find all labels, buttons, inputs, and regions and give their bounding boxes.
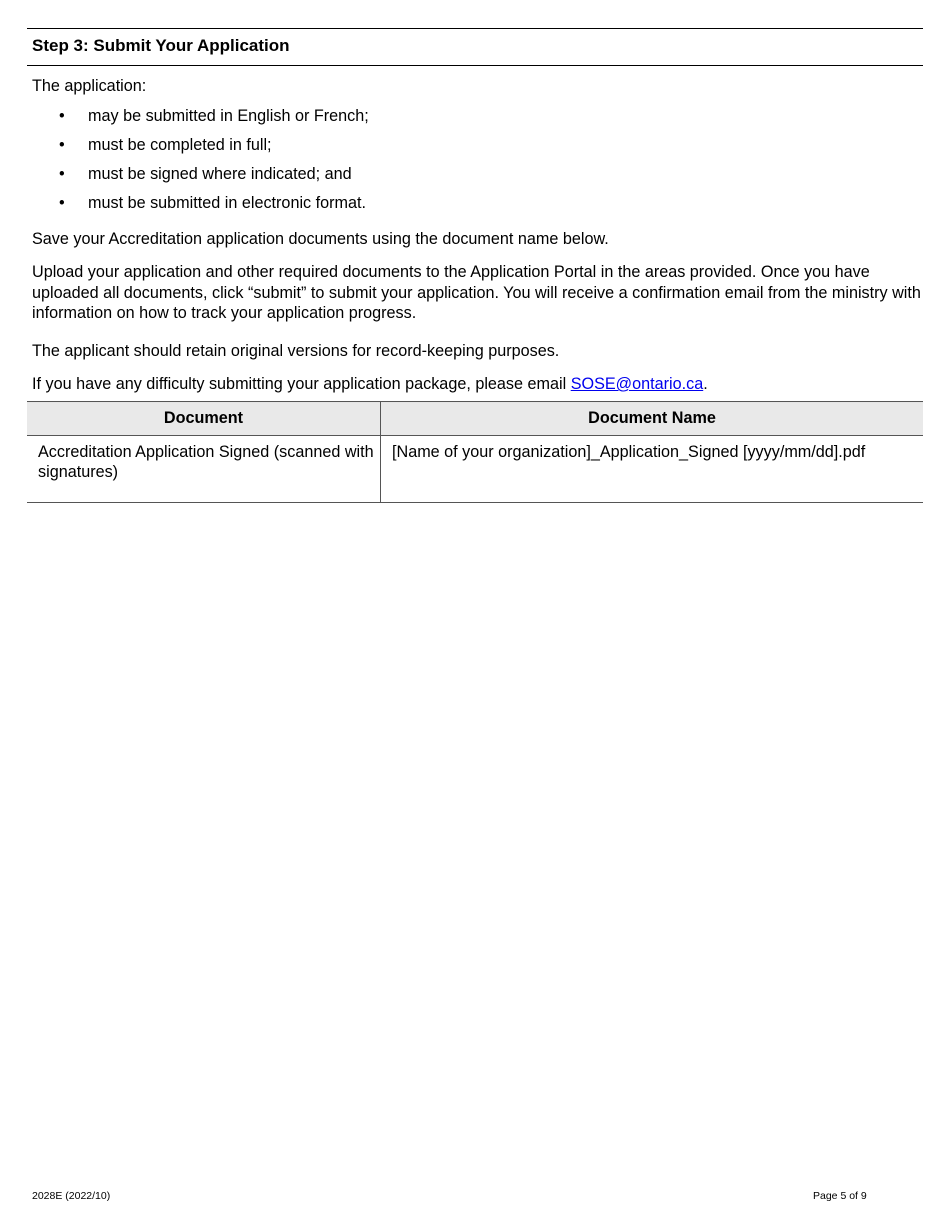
cell-document-name: [Name of your organization]_Application_Signed [yyyy/mm/dd].pdf [381, 436, 924, 503]
column-header-document: Document [27, 402, 381, 436]
list-item [32, 193, 369, 222]
email-link[interactable]: SOSE@ontario.ca [570, 375, 704, 393]
bullet-icon: • [59, 194, 65, 212]
section-title: Step 3: Submit Your Application [32, 36, 290, 55]
table-row [27, 436, 923, 503]
column-header-document-name: Document Name [381, 402, 924, 436]
intro-text: The application: [32, 77, 147, 95]
document-naming-table [27, 401, 923, 503]
list-item-text: must be signed where indicated; and [88, 165, 352, 183]
list-item [32, 106, 369, 135]
section-header [27, 28, 923, 66]
upload-instructions: Upload your application and other required documents to the Application Portal in the areas provided. Once you have uploaded all documents, click “submit” to submit your application. You will receive a confirmation email from the ministry with information on how to track your application progress. [32, 263, 921, 322]
bullet-icon: • [59, 136, 65, 154]
bullet-icon: • [59, 165, 65, 183]
retain-note: The applicant should retain original versions for record-keeping purposes. [32, 342, 560, 360]
requirements-list [32, 106, 369, 222]
form-id: 2028E (2022/10) [32, 1190, 111, 1202]
list-item-text: must be submitted in electronic format. [88, 194, 367, 212]
list-item [32, 135, 369, 164]
list-item [32, 164, 369, 193]
cell-document: Accreditation Application Signed (scanned with signatures) [27, 436, 381, 503]
list-item-text: must be completed in full; [88, 136, 272, 154]
contact-text: If you have any difficulty submitting your application package, please email [32, 375, 571, 393]
page-number: Page 5 of 9 [813, 1190, 867, 1202]
save-instructions: Save your Accreditation application documents using the document name below. [32, 230, 609, 248]
table-header-row [27, 402, 923, 436]
contact-suffix: . [703, 375, 708, 393]
list-item-text: may be submitted in English or French; [88, 107, 369, 125]
contact-paragraph [32, 374, 708, 395]
bullet-icon: • [59, 107, 65, 125]
